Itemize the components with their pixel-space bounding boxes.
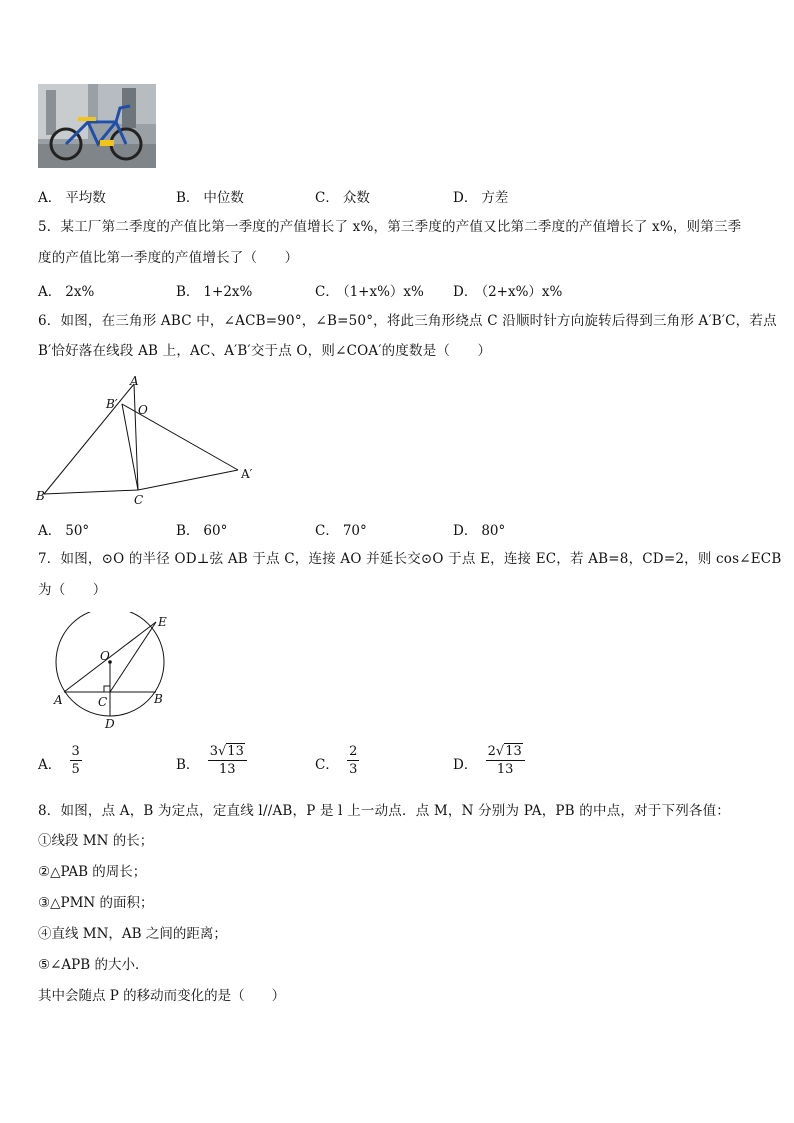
option-b: B． $\frac{3√13}{13}$ (176, 753, 247, 777)
option-b: B． 60° (176, 523, 228, 539)
option-d: D． $\frac{2√13}{13}$ (453, 753, 525, 777)
option-c: C． （1+x%）x% (315, 284, 424, 300)
label-a: A (54, 693, 63, 707)
label-b-prime: B′ (106, 397, 118, 411)
fraction: $\frac{2√13}{13}$ (486, 744, 525, 777)
q8-item-5: ⑤∠APB 的大小． (38, 957, 149, 973)
label-c: C (134, 493, 144, 507)
label-c: C (98, 695, 108, 709)
fraction: $\frac{3√13}{13}$ (208, 744, 247, 777)
q5-text-line2: 度的产值比第一季度的产值增长了（ ） (38, 250, 299, 266)
q7-circle-figure (48, 612, 178, 734)
label-b: B (36, 489, 45, 503)
label-o: O (138, 403, 148, 417)
fraction: $\frac{3}{5}$ (71, 744, 80, 777)
fraction: $\frac{2}{3}$ (349, 744, 358, 777)
option-a: A． 50° (38, 523, 90, 539)
label-o: O (100, 649, 110, 663)
option-c: C． 众数 (315, 190, 370, 206)
q8-item-3: ③△PMN 的面积； (38, 895, 154, 911)
q7-text-line2: 为（ ） (38, 582, 107, 598)
option-c: C． $\frac{2}{3}$ (315, 744, 358, 777)
option-d: D． 方差 (453, 190, 509, 206)
bicycle-photo (38, 84, 156, 168)
option-d: D． （2+x%）x% (453, 284, 563, 300)
option-b: B． 1+2x% (176, 284, 253, 300)
option-d: D． 80° (453, 523, 506, 539)
option-a: A． $\frac{3}{5}$ (38, 744, 80, 777)
q6-triangle-figure (30, 372, 270, 512)
label-b: B (154, 692, 163, 706)
label-a-prime: A′ (241, 467, 253, 481)
option-b: B． 中位数 (176, 190, 244, 206)
label-a: A (130, 374, 139, 388)
q8-item-4: ④直线 MN，AB 之间的距离； (38, 926, 227, 942)
q5-text-line1: 5．某工厂第二季度的产值比第一季度的产值增长了 x%，第三季度的产值又比第二季度的产值增长了 x%，则第三季 (38, 219, 742, 235)
q6-text-line1: 6．如图，在三角形 ABC 中，∠ACB=90°，∠B=50°，将此三角形绕点 C 沿顺时针方向旋转后得到三角形 A′B′C，若点 (38, 313, 777, 329)
q8-item-2: ②△PAB 的周长； (38, 864, 147, 880)
option-a: A． 平均数 (38, 190, 106, 206)
q7-options (38, 744, 758, 788)
q8-text-line1: 8．如图，点 A，B 为定点，定直线 l//AB，P 是 l 上一动点．点 M，N 分别为 PA，PB 的中点，对于下列各值： (38, 803, 730, 819)
label-d: D (105, 717, 115, 731)
q8-item-1: ①线段 MN 的长； (38, 833, 154, 849)
option-a: A． 2x% (38, 284, 95, 300)
q6-text-line2: B′恰好落在线段 AB 上，AC、A′B′交于点 O，则∠COA′的度数是（ ） (38, 343, 492, 359)
q7-text-line1: 7．如图，⊙O 的半径 OD⊥弦 AB 于点 C，连接 AO 并延长交⊙O 于点 E，连接 EC，若 AB=8，CD=2，则 cos∠ECB (38, 551, 782, 567)
label-e: E (158, 615, 167, 629)
q8-question: 其中会随点 P 的移动而变化的是（ ） (38, 988, 286, 1004)
option-c: C． 70° (315, 523, 367, 539)
